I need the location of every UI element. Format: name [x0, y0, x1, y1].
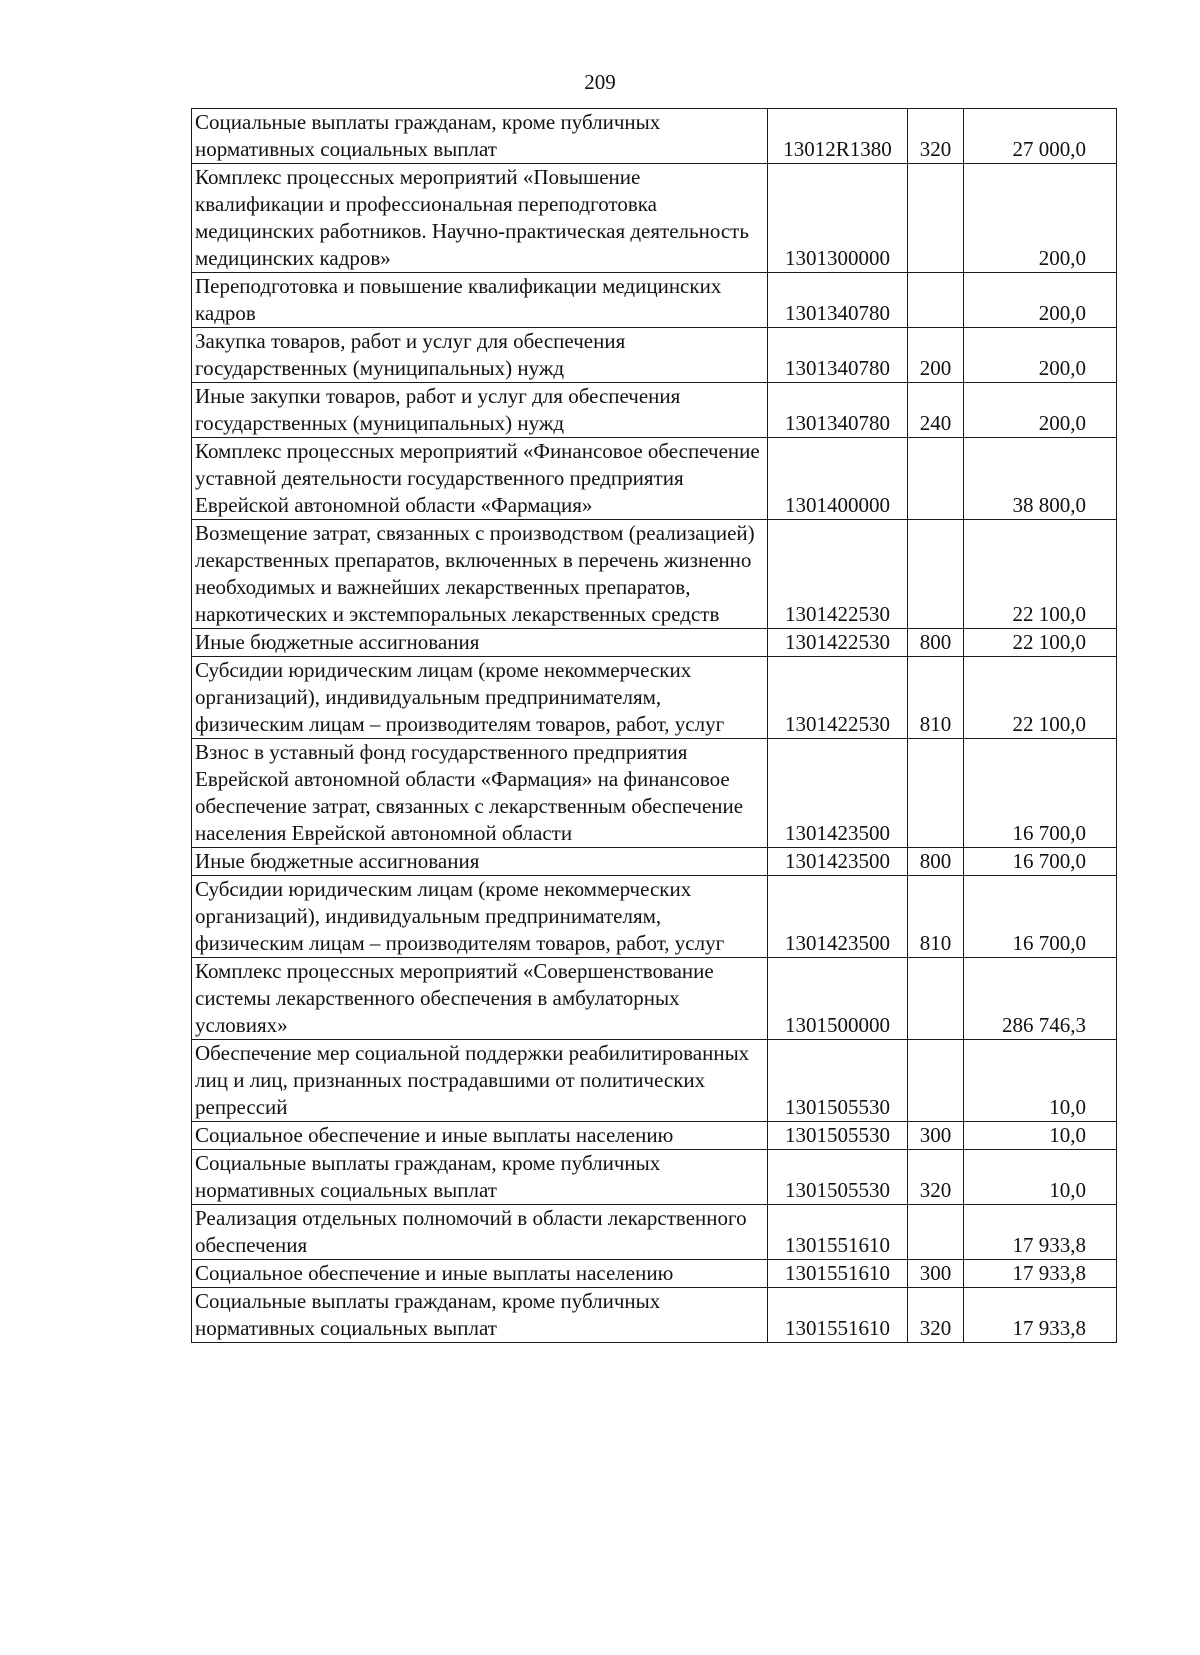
row-name-cell: Социальные выплаты гражданам, кроме публичных нормативных социальных выплат — [192, 1288, 768, 1343]
row-code-cell: 1301340780 — [768, 328, 908, 383]
table-row — [192, 1288, 1117, 1343]
table-row — [192, 109, 1117, 164]
row-kind-cell: 810 — [908, 876, 964, 958]
row-amount-cell: 200,0 — [964, 328, 1117, 383]
table-row — [192, 328, 1117, 383]
row-name-cell: Иные закупки товаров, работ и услуг для обеспечения государственных (муниципальных) нужд — [192, 383, 768, 438]
table-row — [192, 273, 1117, 328]
table-row — [192, 1040, 1117, 1122]
row-kind-cell: 800 — [908, 629, 964, 657]
row-code-cell: 1301551610 — [768, 1260, 908, 1288]
row-code-cell: 1301423500 — [768, 876, 908, 958]
row-code-cell: 1301422530 — [768, 629, 908, 657]
row-amount-cell: 16 700,0 — [964, 848, 1117, 876]
row-name-cell: Социальное обеспечение и иные выплаты населению — [192, 1122, 768, 1150]
table-row — [192, 657, 1117, 739]
table-row — [192, 1205, 1117, 1260]
row-amount-cell: 10,0 — [964, 1040, 1117, 1122]
budget-table — [191, 108, 1117, 1343]
row-code-cell: 1301423500 — [768, 739, 908, 848]
table-row — [192, 164, 1117, 273]
row-code-cell: 1301400000 — [768, 438, 908, 520]
table-row — [192, 958, 1117, 1040]
page-number: 209 — [584, 70, 616, 94]
row-code-cell: 13012R1380 — [768, 109, 908, 164]
row-code-cell: 1301340780 — [768, 273, 908, 328]
row-code-cell: 1301423500 — [768, 848, 908, 876]
table-row — [192, 876, 1117, 958]
row-kind-cell: 300 — [908, 1122, 964, 1150]
row-amount-cell: 10,0 — [964, 1122, 1117, 1150]
table-row — [192, 739, 1117, 848]
row-amount-cell: 17 933,8 — [964, 1288, 1117, 1343]
row-kind-cell — [908, 273, 964, 328]
table-row — [192, 438, 1117, 520]
row-name-cell: Социальные выплаты гражданам, кроме публичных нормативных социальных выплат — [192, 1150, 768, 1205]
row-kind-cell — [908, 1040, 964, 1122]
row-kind-cell: 810 — [908, 657, 964, 739]
row-name-cell: Социальное обеспечение и иные выплаты населению — [192, 1260, 768, 1288]
row-kind-cell — [908, 958, 964, 1040]
row-kind-cell: 320 — [908, 1150, 964, 1205]
row-amount-cell: 17 933,8 — [964, 1205, 1117, 1260]
row-name-cell: Комплекс процессных мероприятий «Совершенствование системы лекарственного обеспечения в амбулаторных условиях» — [192, 958, 768, 1040]
row-amount-cell: 286 746,3 — [964, 958, 1117, 1040]
row-kind-cell: 800 — [908, 848, 964, 876]
table-row — [192, 383, 1117, 438]
row-amount-cell: 22 100,0 — [964, 629, 1117, 657]
row-name-cell: Субсидии юридическим лицам (кроме некоммерческих организаций), индивидуальным предпринимателям, физическим лицам – производителям товаров, работ, услуг — [192, 657, 768, 739]
table-row — [192, 520, 1117, 629]
row-name-cell: Переподготовка и повышение квалификации медицинских кадров — [192, 273, 768, 328]
row-code-cell: 1301505530 — [768, 1150, 908, 1205]
row-amount-cell: 17 933,8 — [964, 1260, 1117, 1288]
row-name-cell: Обеспечение мер социальной поддержки реабилитированных лиц и лиц, признанных пострадавшими от политических репрессий — [192, 1040, 768, 1122]
row-name-cell: Взнос в уставный фонд государственного предприятия Еврейской автономной области «Фармация» на финансовое обеспечение затрат, связанных с лекарственным обеспечение населения Еврейской автономной области — [192, 739, 768, 848]
row-code-cell: 1301340780 — [768, 383, 908, 438]
row-kind-cell — [908, 1205, 964, 1260]
row-kind-cell: 320 — [908, 1288, 964, 1343]
row-amount-cell: 22 100,0 — [964, 520, 1117, 629]
row-name-cell: Социальные выплаты гражданам, кроме публичных нормативных социальных выплат — [192, 109, 768, 164]
table-row — [192, 848, 1117, 876]
row-amount-cell: 38 800,0 — [964, 438, 1117, 520]
row-amount-cell: 200,0 — [964, 273, 1117, 328]
row-kind-cell — [908, 739, 964, 848]
row-name-cell: Иные бюджетные ассигнования — [192, 848, 768, 876]
row-amount-cell: 16 700,0 — [964, 876, 1117, 958]
row-code-cell: 1301505530 — [768, 1122, 908, 1150]
row-code-cell: 1301422530 — [768, 520, 908, 629]
row-code-cell: 1301551610 — [768, 1288, 908, 1343]
row-code-cell: 1301500000 — [768, 958, 908, 1040]
row-code-cell: 1301300000 — [768, 164, 908, 273]
table-row — [192, 629, 1117, 657]
row-amount-cell: 200,0 — [964, 383, 1117, 438]
budget-table-body — [192, 109, 1117, 1343]
table-row — [192, 1122, 1117, 1150]
row-code-cell: 1301551610 — [768, 1205, 908, 1260]
row-code-cell: 1301505530 — [768, 1040, 908, 1122]
row-kind-cell — [908, 438, 964, 520]
row-name-cell: Закупка товаров, работ и услуг для обеспечения государственных (муниципальных) нужд — [192, 328, 768, 383]
row-kind-cell — [908, 164, 964, 273]
row-kind-cell: 300 — [908, 1260, 964, 1288]
row-amount-cell: 10,0 — [964, 1150, 1117, 1205]
row-amount-cell: 22 100,0 — [964, 657, 1117, 739]
row-kind-cell: 200 — [908, 328, 964, 383]
row-name-cell: Комплекс процессных мероприятий «Повышение квалификации и профессиональная переподготовка медицинских работников. Научно-практическая деятельность медицинских кадров» — [192, 164, 768, 273]
row-name-cell: Комплекс процессных мероприятий «Финансовое обеспечение уставной деятельности государственного предприятия Еврейской автономной области «Фармация» — [192, 438, 768, 520]
row-code-cell: 1301422530 — [768, 657, 908, 739]
row-amount-cell: 27 000,0 — [964, 109, 1117, 164]
row-kind-cell — [908, 520, 964, 629]
row-name-cell: Субсидии юридическим лицам (кроме некоммерческих организаций), индивидуальным предпринимателям, физическим лицам – производителям товаров, работ, услуг — [192, 876, 768, 958]
row-amount-cell: 200,0 — [964, 164, 1117, 273]
row-name-cell: Реализация отдельных полномочий в области лекарственного обеспечения — [192, 1205, 768, 1260]
row-kind-cell: 320 — [908, 109, 964, 164]
row-amount-cell: 16 700,0 — [964, 739, 1117, 848]
row-name-cell: Иные бюджетные ассигнования — [192, 629, 768, 657]
table-row — [192, 1150, 1117, 1205]
row-kind-cell: 240 — [908, 383, 964, 438]
table-row — [192, 1260, 1117, 1288]
row-name-cell: Возмещение затрат, связанных с производством (реализацией) лекарственных препаратов, включенных в перечень жизненно необходимых и важнейших лекарственных препаратов, наркотических и экстемпоральных лекарственных средств — [192, 520, 768, 629]
